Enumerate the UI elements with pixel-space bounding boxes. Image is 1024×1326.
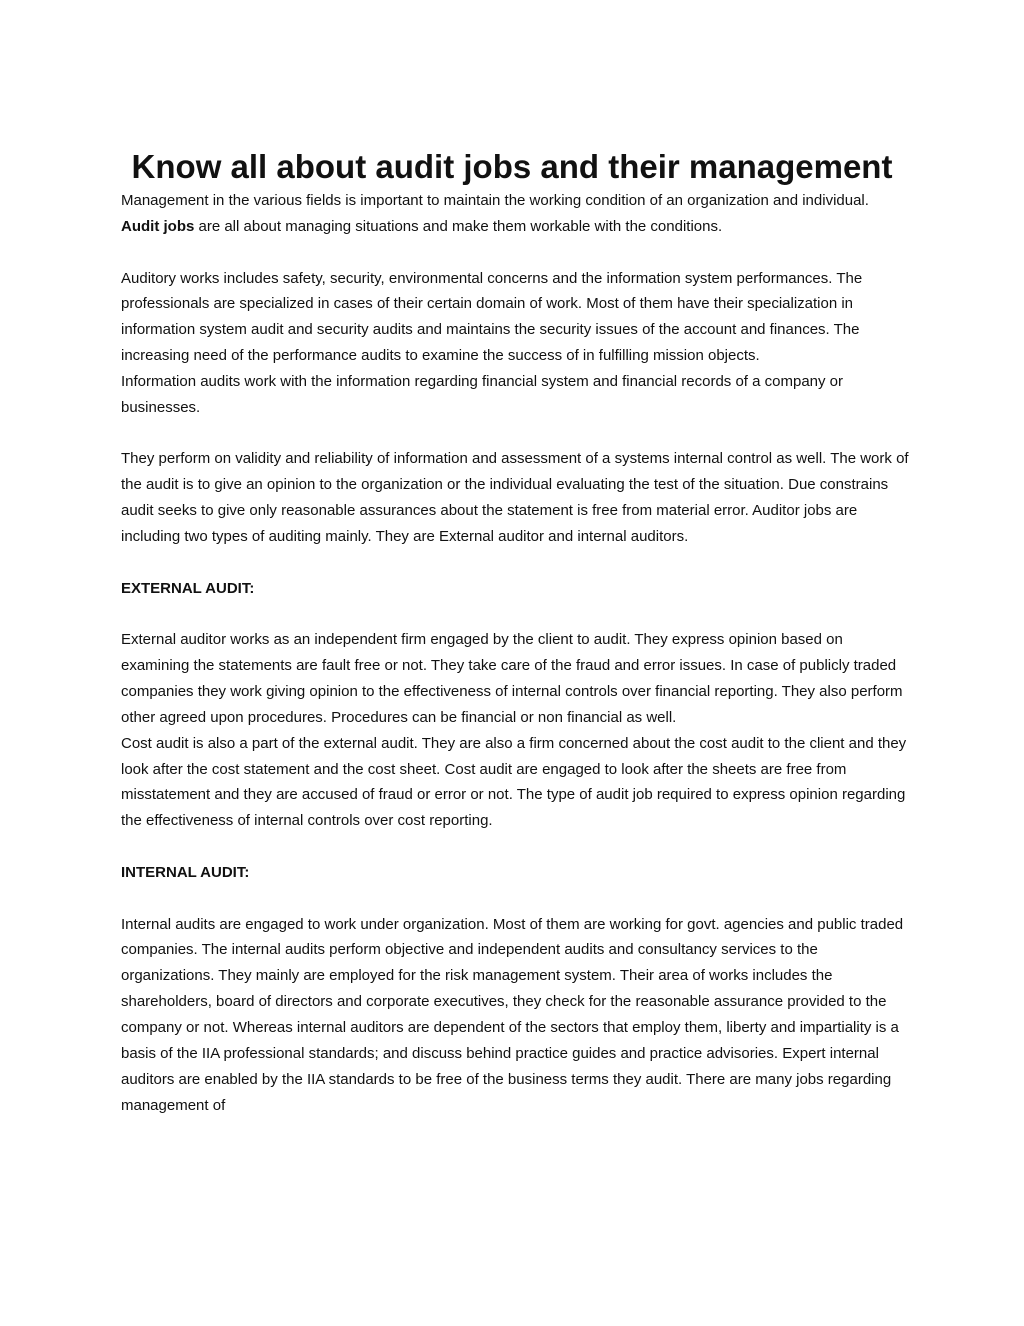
- document-body: [121, 188, 911, 1118]
- paragraph-gap: [121, 886, 911, 912]
- intro-text-start: Management in the various fields is important to maintain the working condition of an organization and individual.: [121, 192, 869, 209]
- document-title: Know all about audit jobs and their management: [131, 148, 893, 186]
- paragraph-gap: [121, 834, 911, 860]
- paragraph-gap: [121, 240, 911, 266]
- internal-audit-paragraph: Internal audits are engaged to work under organization. Most of them are working for govt. agencies and public traded companies. The internal audits perform objective and independent audits and consultancy services to the organizations. They mainly are employed for the risk management system. Their area of works includes the shareholders, board of directors and corporate executives, they check for the reasonable assurance provided to the company or not. Whereas internal auditors are dependent of the sectors that employ them, liberty and impartiality is a basis of the IIA professional standards; and discuss behind practice guides and practice advisories. Expert internal auditors are enabled by the IIA standards to be free of the business terms they audit. There are many jobs regarding management of: [121, 915, 904, 1114]
- validity-paragraph: They perform on validity and reliability of information and assessment of a systems internal control as well. The work of the audit is to give an opinion to the organization or the individual evaluating the test of the situation. Due constrains audit seeks to give only reasonable assurances about the statement is free from material error. Auditor jobs are including two types of auditing mainly. They are External auditor and internal auditors.: [121, 450, 909, 545]
- external-audit-heading: EXTERNAL AUDIT:: [121, 579, 255, 597]
- intro-paragraph: [121, 188, 911, 240]
- audit-jobs-bold-term: Audit jobs: [121, 217, 195, 235]
- paragraph-gap: [121, 421, 911, 447]
- cost-audit-paragraph: Cost audit is also a part of the external audit. They are also a firm concerned about the cost audit to the client and they look after the cost statement and the cost sheet. Cost audit are engaged to look after the sheets are free from misstatement and they are accused of fraud or error or not. The type of audit job required to express opinion regarding the effectiveness of internal controls over cost reporting.: [121, 734, 907, 830]
- paragraph-gap: [121, 602, 911, 628]
- auditory-works-paragraph: Auditory works includes safety, security, environmental concerns and the information system performances. The professionals are specialized in cases of their certain domain of work. Most of them have their specialization in information system audit and security audits and maintains the security issues of the account and finances. The increasing need of the performance audits to examine the success of in fulfilling mission objects.: [121, 269, 863, 365]
- paragraph-gap: [121, 550, 911, 576]
- intro-text-end: are all about managing situations and make them workable with the conditions.: [194, 217, 723, 235]
- information-audits-paragraph: Information audits work with the information regarding financial system and financial records of a company or businesses.: [121, 372, 844, 416]
- internal-audit-heading: INTERNAL AUDIT:: [121, 863, 250, 881]
- external-audit-paragraph: External auditor works as an independent firm engaged by the client to audit. They express opinion based on examining the statements are fault free or not. They take care of the fraud and error issues. In case of publicly traded companies they work giving opinion to the effectiveness of internal controls over financial reporting. They also perform other agreed upon procedures. Procedures can be financial or non financial as well.: [121, 631, 903, 726]
